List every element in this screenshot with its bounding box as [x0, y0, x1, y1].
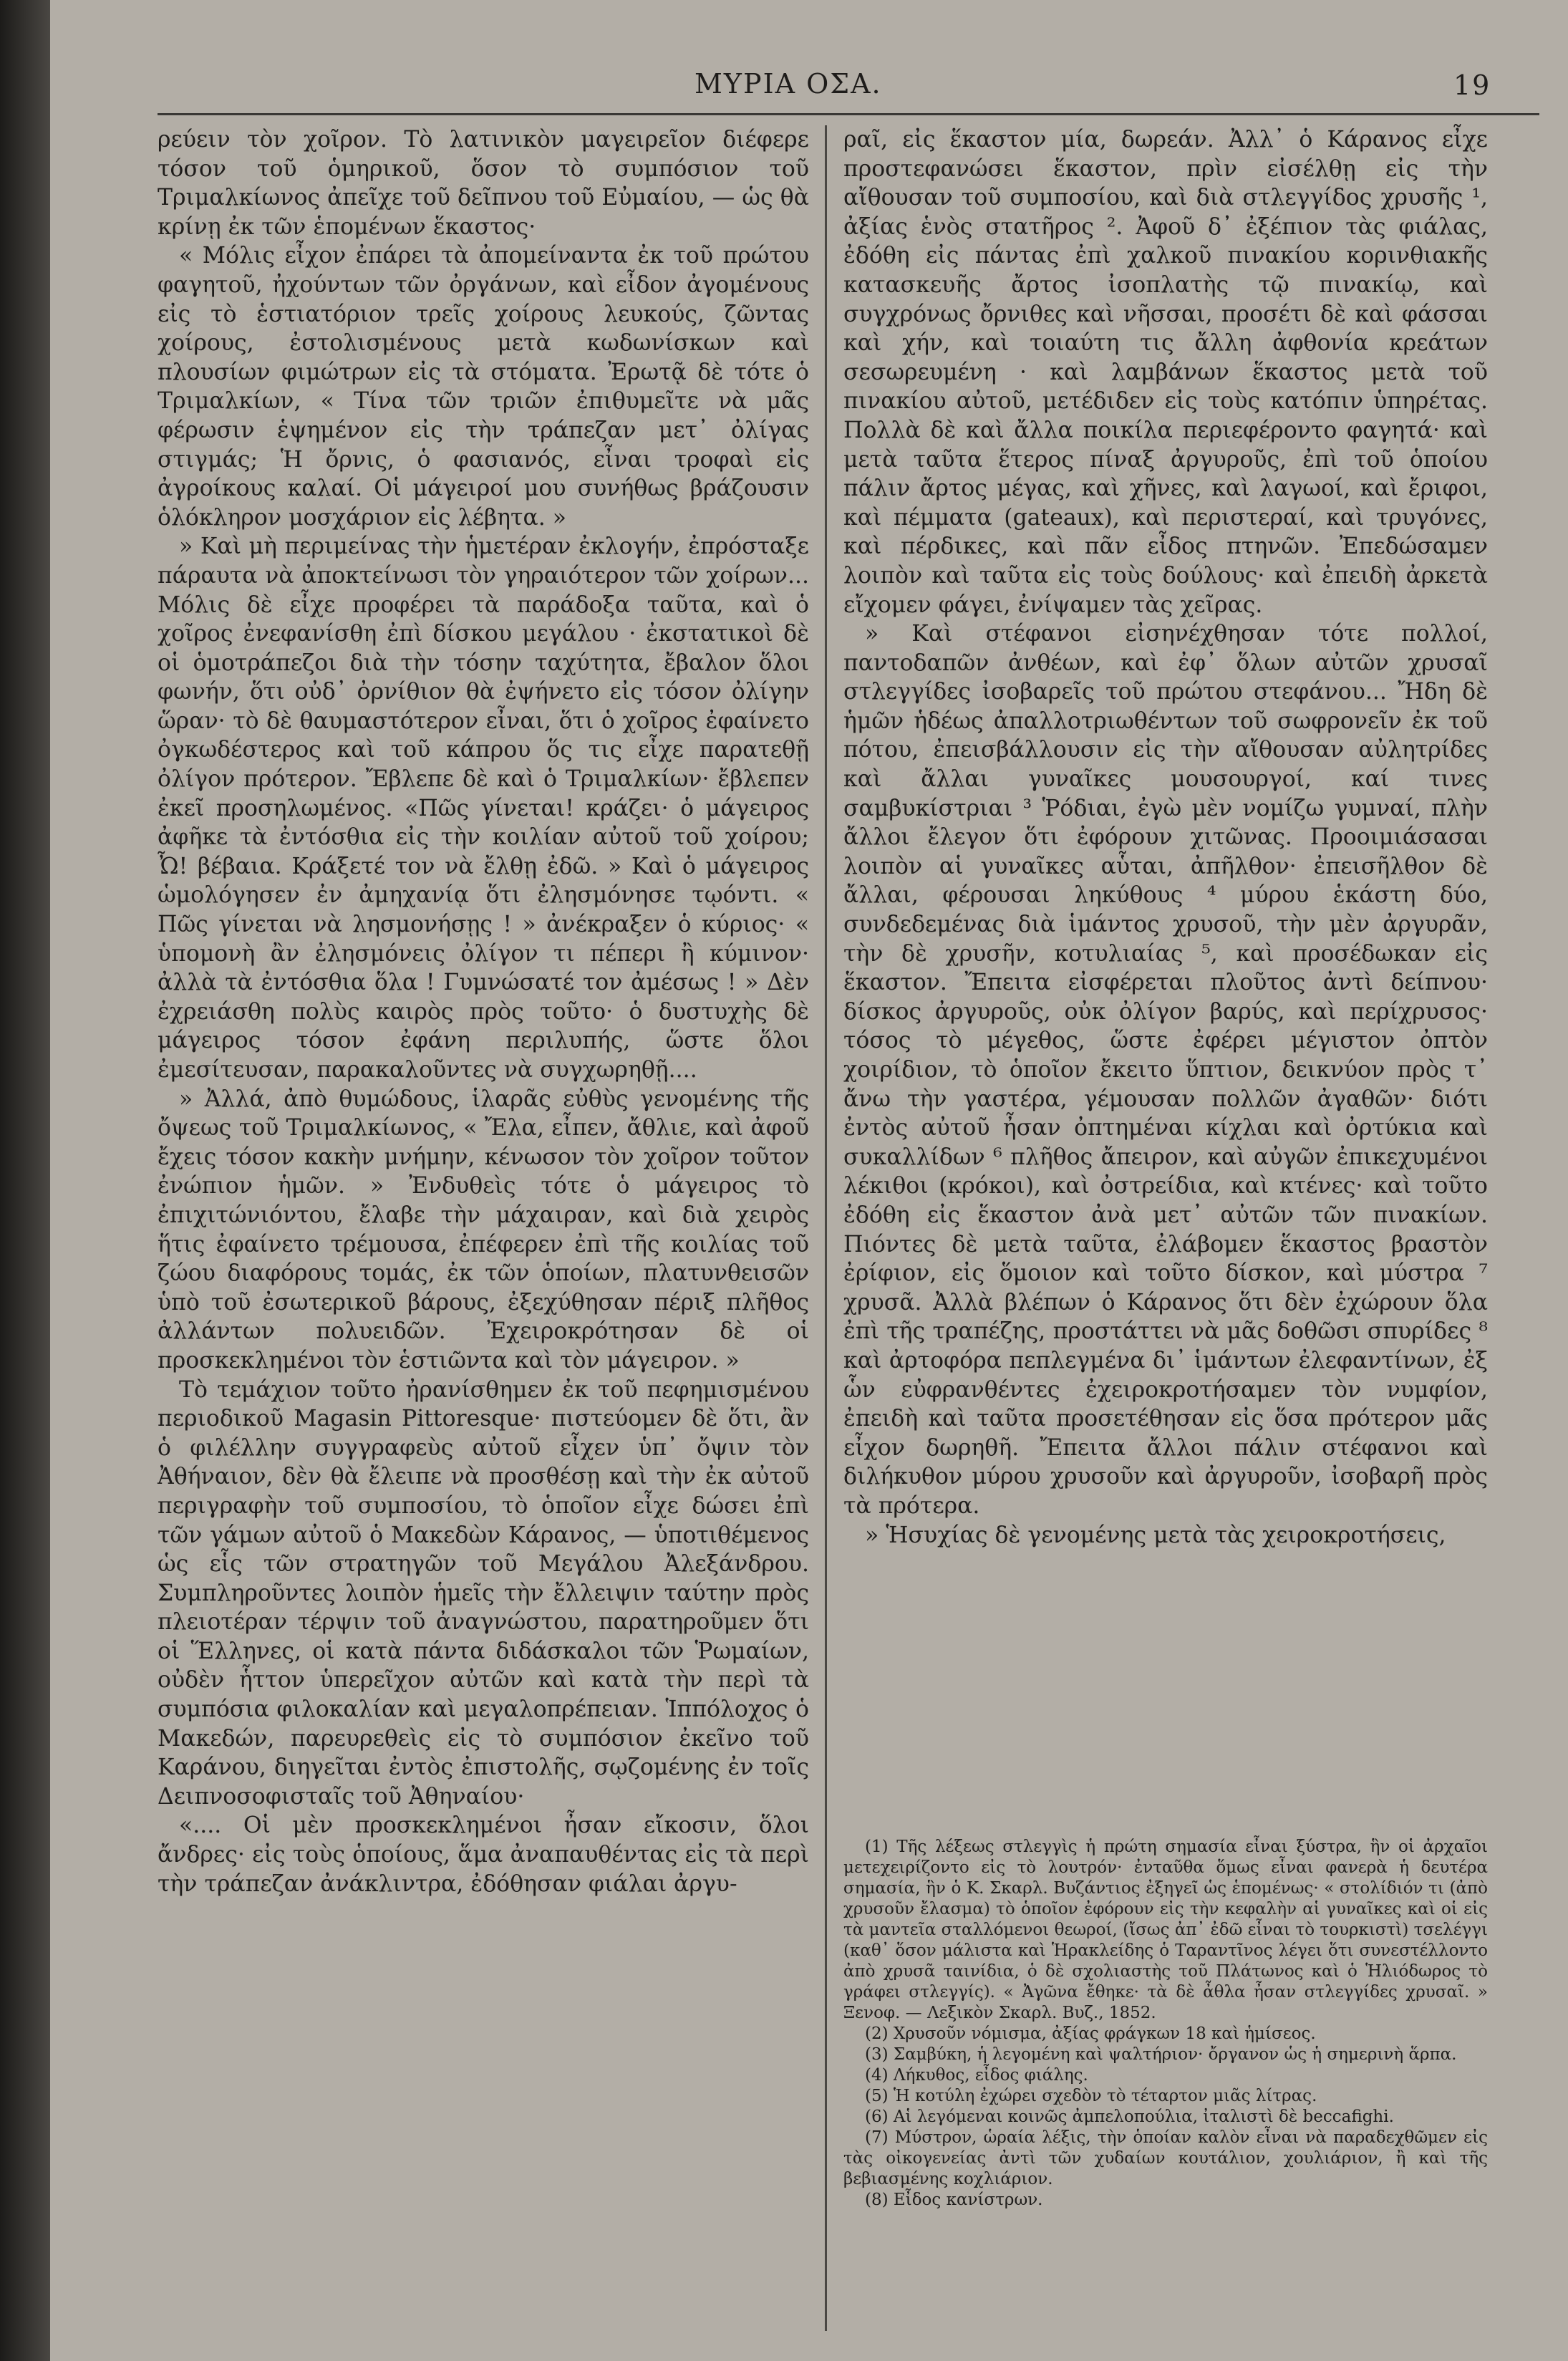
paragraph: Τὸ τεμάχιον τοῦτο ἠρανίσθημεν ἐκ τοῦ πεφημισμένου περιοδικοῦ Magasin Pittoresque· πιστεύομεν δὲ ὅτι, ἂν ὁ φιλέλλην συγγραφεὺς αὐτοῦ εἶχεν ὑπ᾿ ὄψιν τὸν Ἀθήναιον, δὲν θὰ ἔλειπε νὰ προσθέσῃ καὶ τὴν ἐκ αὐτοῦ περιγραφὴν τοῦ συμποσίου, τὸ ὁποῖον εἶχε δώσει ἐπὶ τῶν γάμων αὐτοῦ ὁ Μακεδὼν Κάρανος, — ὑποτιθέμενος ὡς εἷς τῶν στρατηγῶν τοῦ Μεγάλου Ἀλεξάνδρου. Συμπληροῦντες λοιπὸν ἡμεῖς τὴν ἔλλειψιν ταύτην πρὸς πλειοτέραν τέρψιν τοῦ ἀναγνώστου, παρατηροῦμεν ὅτι οἱ Ἕλληνες, οἱ κατὰ πάντα διδάσκαλοι τῶν Ῥωμαίων, οὐδὲν ἧττον ὑπερεῖχον αὐτῶν καὶ κατὰ τὴν περὶ τὰ συμπόσια φιλοκαλίαν καὶ μεγαλοπρέπειαν. Ἱππόλοχος ὁ Μακεδών, παρευρεθεὶς εἰς τὸ συμπόσιον ἐκεῖνο τοῦ Καράνου, διηγεῖται ἐντὸς ἐπιστολῆς, σῳζομένης ἐν τοῖς Δειπνοσοφισταῖς τοῦ Ἀθηναίου·: [158, 1376, 809, 1810]
footnote: (7) Μύστρον, ὡραία λέξις, τὴν ὁποίαν καλὸν εἶναι νὰ παραδεχθῶμεν εἰς τὰς οἰκογενείας ἀντὶ τῶν χυδαίων κουτάλιον, χουλιάριον, ἢ καὶ τῆς βεβιασμένης κοχλιάριον.: [843, 2128, 1488, 2188]
paragraph: » Καὶ στέφανοι εἰσηνέχθησαν τότε πολλοί, παντοδαπῶν ἀνθέων, καὶ ἐφ᾿ ὅλων αὐτῶν χρυσαῖ στλεγγίδες ἰσοβαρεῖς τοῦ πρώτου στεφάνου... Ἤδη δὲ ἡμῶν ἡδέως ἀπαλλοτριωθέντων τοῦ σωφρονεῖν ἐκ τοῦ πότου, ἐπεισβάλλουσιν εἰς τὴν αἴθουσαν αὐλητρίδες καὶ ἄλλαι γυναῖκες μουσουργοί, καί τινες σαμβυκίστριαι ³ Ῥόδιαι, ἐγὼ μὲν νομίζω γυμναί, πλὴν ἄλλοι ἔλεγον ὅτι ἐφόρουν χιτῶνας. Προοιμιάσασαι λοιπὸν αἱ γυναῖκες αὗται, ἀπῆλθον· ἐπεισῆλθον δὲ ἄλλαι, φέρουσαι ληκύθους ⁴ μύρου ἑκάστη δύο, συνδεδεμένας διὰ ἱμάντος χρυσοῦ, τὴν μὲν ἀργυρᾶν, τὴν δὲ χρυσῆν, κοτυλιαίας ⁵, καὶ προσέδωκαν εἰς ἕκαστον. Ἔπειτα εἰσφέρεται πλοῦτος ἀντὶ δείπνου· δίσκος ἀργυροῦς, οὐκ ὀλίγον βαρύς, καὶ περίχρυσος· τόσος τὸ μέγεθος, ὥστε ἐφέρει μέγιστον ὀπτὸν χοιρίδιον, τὸ ὁποῖον ἔκειτο ὕπτιον, δεικνύον πρὸς τ᾿ ἄνω τὴν γαστέρα, γέμουσαν πολλῶν ἀγαθῶν· διότι ἐντὸς αὐτοῦ ἦσαν ὀπτημέναι κίχλαι καὶ ὀρτύκια καὶ συκαλλίδων ⁶ πλῆθος ἄπειρον, καὶ αὐγῶν ἐπικεχυμένοι λέκιθοι (κρόκοι), καὶ ὀστρείδια, καὶ κτένες· καὶ τοῦτο ἐδόθη εἰς ἕκαστον ἀνὰ μετ᾿ αὐτῶν τῶν πινακίων. Πιόντες δὲ μετὰ ταῦτα, ἐλάβομεν ἕκαστος βραστὸν ἐρίφιον, εἰς ὅμοιον καὶ τοῦτο δίσκον, καὶ μύστρα ⁷ χρυσᾶ. Ἀλλὰ βλέπων ὁ Κάρανος ὅτι δὲν ἐχώρουν ὅλα ἐπὶ τῆς τραπέζης, προστάττει νὰ μᾶς δοθῶσι σπυρίδες ⁸ καὶ ἀρτοφόρα πεπλεγμένα δι᾿ ἱμάντων ἐλεφαντίνων, ἐξ ὧν εὐφρανθέντες ἐχειροκροτήσαμεν τὸν νυμφίον, ἐπειδὴ καὶ ταῦτα προσετέθησαν εἰς ὅσα πρότερον μᾶς εἶχον δωρηθῆ. Ἔπειτα ἄλλοι πάλιν στέφανοι καὶ διλήκυθον μύρου χρυσοῦν καὶ ἀργυροῦν, ἰσοβαρῆ πρὸς τὰ πρότερα.: [843, 621, 1488, 1519]
footnotes: [843, 1837, 1488, 2211]
paragraph: ραῖ, εἰς ἕκαστον μία, δωρεάν. Ἀλλ᾿ ὁ Κάρανος εἶχε προστεφανώσει ἕκαστον, πρὶν εἰσέλθῃ εἰς τὴν αἴθουσαν τοῦ συμποσίου, καὶ διὰ στλεγγίδος χρυσῆς ¹, ἀξίας ἑνὸς στατῆρος ². Ἀφοῦ δ᾿ ἐξέπιον τὰς φιάλας, ἐδόθη εἰς πάντας ἐπὶ χαλκοῦ πινακίου κορινθιακῆς κατασκευῆς ἄρτος ἰσοπλατὴς τῷ πινακίῳ, καὶ συγχρόνως ὄρνιθες καὶ νῆσσαι, προσέτι δὲ καὶ φάσσαι καὶ χήν, καὶ τοιαύτη τις ἄλλη ἀφθονία κρεάτων σεσωρευμένη · καὶ λαμβάνων ἕκαστος μετὰ τοῦ πινακίου αὐτοῦ, μετέδιδεν εἰς τοὺς κατόπιν ὑπηρέτας. Πολλὰ δὲ καὶ ἄλλα ποικίλα περιεφέροντο φαγητά· καὶ μετὰ ταῦτα ἕτερος πίναξ ἀργυροῦς, ἐπὶ τοῦ ὁποίου πάλιν ἄρτος μέγας, καὶ χῆνες, καὶ λαγωοί, καὶ ἔριφοι, καὶ πέμματα (gateaux), καὶ περιστεραί, καὶ τρυγόνες, καὶ πέρδικες, καὶ πᾶν εἶδος πτηνῶν. Ἐπεδώσαμεν λοιπὸν καὶ ταῦτα εἰς τοὺς δούλους· καὶ ἐπειδὴ ἀρκετὰ εἴχομεν φάγει, ἐνίψαμεν τὰς χεῖρας.: [843, 127, 1488, 618]
footnote: (5) Ἡ κοτύλη ἐχώρει σχεδὸν τὸ τέταρτον μιᾶς λίτρας.: [865, 2087, 1317, 2105]
footnote: (6) Αἱ λεγόμεναι κοινῶς ἀμπελοπούλια, ἰταλιστὶ δὲ beccafighi.: [865, 2107, 1394, 2126]
header-rule: [158, 113, 1539, 115]
footnote: (3) Σαμβύκη, ἡ λεγομένη καὶ ψαλτήριον· ὄργανον ὡς ἡ σημερινὴ ἅρπα.: [865, 2045, 1457, 2064]
page-number: 19: [1453, 69, 1491, 101]
left-column: [158, 125, 809, 1898]
footnote: (1) Τῆς λέξεως στλεγγὶς ἡ πρώτη σημασία εἶναι ξύστρα, ἣν οἱ ἀρχαῖοι μετεχειρίζοντο εἰς τὸ λουτρόν· ἐνταῦθα ὅμως εἶναι φανερὰ ἡ δευτέρα σημασία, ἣν ὁ Κ. Σκαρλ. Βυζάντιος ἐξηγεῖ ὡς ἑπομένως· « στολίδιόν τι (ἀπὸ χρυσοῦν ἔλασμα) τὸ ὁποῖον ἐφόρουν εἰς τὴν κεφαλὴν αἱ γυναῖκες καὶ οἱ εἰς τὰ μαντεῖα σταλλόμενοι θεωροί, (ἴσως ἀπ᾿ ἐδῶ εἶναι τὸ τουρκιστὶ) τσελέγγι (καθ᾿ ὅσον μάλιστα καὶ Ἡρακλείδης ὁ Ταραντῖνος λέγει ὅτι συνεστέλλοντο ἀπὸ χρυσᾶ ταινίδια, ὁ δὲ σχολιαστὴς τοῦ Πλάτωνος καὶ ὁ Ἡλιόδωρος τὸ γράφει στλεγγίς). « Ἀγῶνα ἔθηκε· τὰ δὲ ἆθλα ἦσαν στλεγγίδες χρυσαῖ. » Ξενοφ. — Λεξικὸν Σκαρλ. Βυζ., 1852.: [843, 1838, 1488, 2022]
right-column: [843, 125, 1488, 1550]
paragraph: ρεύειν τὸν χοῖρον. Τὸ λατινικὸν μαγειρεῖον διέφερε τόσον τοῦ ὁμηρικοῦ, ὅσον τὸ συμπόσιον τοῦ Τριμαλκίωνος ἀπεῖχε τοῦ δεῖπνου τοῦ Εὐμαίου, — ὡς θὰ κρίνῃ ἐκ τῶν ἑπομένων ἕκαστος·: [158, 127, 809, 240]
paragraph: » Καὶ μὴ περιμείνας τὴν ἡμετέραν ἐκλογήν, ἐπρόσταξε πάραυτα νὰ ἀποκτείνωσι τὸν γηραιότερον τῶν χοίρων... Μόλις δὲ εἶχε προφέρει τὰ παράδοξα ταῦτα, καὶ ὁ χοῖρος ἐνεφανίσθη ἐπὶ δίσκου μεγάλου · ἐκστατικοὶ δὲ οἱ ὁμοτράπεζοι διὰ τὴν τόσην ταχύτητα, ἔβαλον ὅλοι φωνήν, ὅτι οὐδ᾿ ὀρνίθιον θὰ ἐψήνετο εἰς τόσον ὀλίγην ὥραν· τὸ δὲ θαυμαστότερον εἶναι, ὅτι ὁ χοῖρος ἐφαίνετο ὀγκωδέστερος καὶ τοῦ κάπρου ὅς τις εἶχε παρατεθῇ ὀλίγον πρότερον. Ἔβλεπε δὲ καὶ ὁ Τριμαλκίων· ἔβλεπεν ἐκεῖ προσηλωμένος. «Πῶς γίνεται! κράζει· ὁ μάγειρος ἀφῆκε τὰ ἐντόσθια εἰς τὴν κοιλίαν αὐτοῦ τοῦ χοίρου; Ὦ! βέβαια. Κράξετέ τον νὰ ἔλθῃ ἐδῶ. » Καὶ ὁ μάγειρος ὡμολόγησεν ἐν ἀμηχανίᾳ ὅτι ἐλησμόνησε τῳόντι. « Πῶς γίνεται νὰ λησμονήσῃς ! » ἀνέκραξεν ὁ κύριος· « ὑπομονὴ ἂν ἐλησμόνεις ὀλίγον τι πέπερι ἢ κύμινον· ἀλλὰ τὰ ἐντόσθια ὅλα ! Γυμνώσατέ τον ἀμέσως ! » Δὲν ἐχρειάσθη πολὺς καιρὸς πρὸς τοῦτο· ὁ δυστυχὴς δὲ μάγειρος τόσον ἐφάνη περιλυπής, ὥστε ὅλοι ἐμεσίτευσαν, παρακαλοῦντες νὰ συγχωρηθῇ....: [158, 533, 809, 1083]
book-page: [50, 0, 1568, 2361]
column-divider: [825, 125, 827, 2331]
paragraph: » Ἀλλά, ἀπὸ θυμώδους, ἱλαρᾶς εὐθὺς γενομένης τῆς ὄψεως τοῦ Τριμαλκίωνος, « Ἔλα, εἶπεν, ἄθλιε, καὶ ἀφοῦ ἔχεις τόσον κακὴν μνήμην, κένωσον τὸν χοῖρον τοῦτον ἐνώπιον ἡμῶν. » Ἐνδυθεὶς τότε ὁ μάγειρος τὸ ἐπιχιτώνιόντου, ἔλαβε τὴν μάχαιραν, καὶ διὰ χειρὸς ἥτις ἐφαίνετο τρέμουσα, ἐπέφερεν ἐπὶ τῆς κοιλίας τοῦ ζώου διαφόρους τομάς, ἐκ τῶν ὁποίων, πλατυνθεισῶν ὑπὸ τοῦ ἐσωτερικοῦ βάρους, ἐξεχύθησαν πέριξ πλῆθος ἀλλάντων πολυειδῶν. Ἐχειροκρότησαν δὲ οἱ προσκεκλημένοι τὸν ἑστιῶντα καὶ τὸν μάγειρον. »: [158, 1086, 809, 1373]
footnote: (2) Χρυσοῦν νόμισμα, ἀξίας φράγκων 18 καὶ ἡμίσεος.: [865, 2024, 1316, 2043]
paragraph: «.... Οἱ μὲν προσκεκλημένοι ἦσαν εἴκοσιν, ὅλοι ἄνδρες· εἰς τοὺς ὁποίους, ἅμα ἀναπαυθέντας εἰς τὰ περὶ τὴν τράπεζαν ἀνάκλιντρα, ἐδόθησαν φιάλαι ἀργυ-: [158, 1812, 809, 1897]
paragraph: « Μόλις εἶχον ἐπάρει τὰ ἀπομείναντα ἐκ τοῦ πρώτου φαγητοῦ, ἠχούντων τῶν ὀργάνων, καὶ εἶδον ἀγομένους εἰς τὸ ἑστιατόριον τρεῖς χοίρους λευκούς, ζῶντας χοίρους, ἐστολισμένους μετὰ κωδωνίσκων καὶ πλουσίων φιμώτρων εἰς τὰ στόματα. Ἐρωτᾷ δὲ τότε ὁ Τριμαλκίων, « Τίνα τῶν τριῶν ἐπιθυμεῖτε νὰ μᾶς φέρωσιν ἑψημένον εἰς τὴν τράπεζαν μετ᾿ ὀλίγας στιγμάς; Ἡ ὄρνις, ὁ φασιανός, εἶναι τροφαὶ εἰς ἀγροίκους καλαί. Οἱ μάγειροί μου συνήθως βράζουσιν ὁλόκληρον μοσχάριον εἰς λέβητα. »: [158, 243, 809, 531]
running-head: ΜΥΡΙΑ ΟΣΑ.: [695, 68, 882, 100]
book-gutter-edge: [0, 0, 50, 2361]
paragraph: » Ἡσυχίας δὲ γενομένης μετὰ τὰς χειροκροτήσεις,: [865, 1522, 1446, 1548]
footnote: (8) Εἶδος κανίστρων.: [865, 2191, 1043, 2209]
footnote: (4) Λήκυθος, εἶδος φιάλης.: [865, 2066, 1088, 2085]
